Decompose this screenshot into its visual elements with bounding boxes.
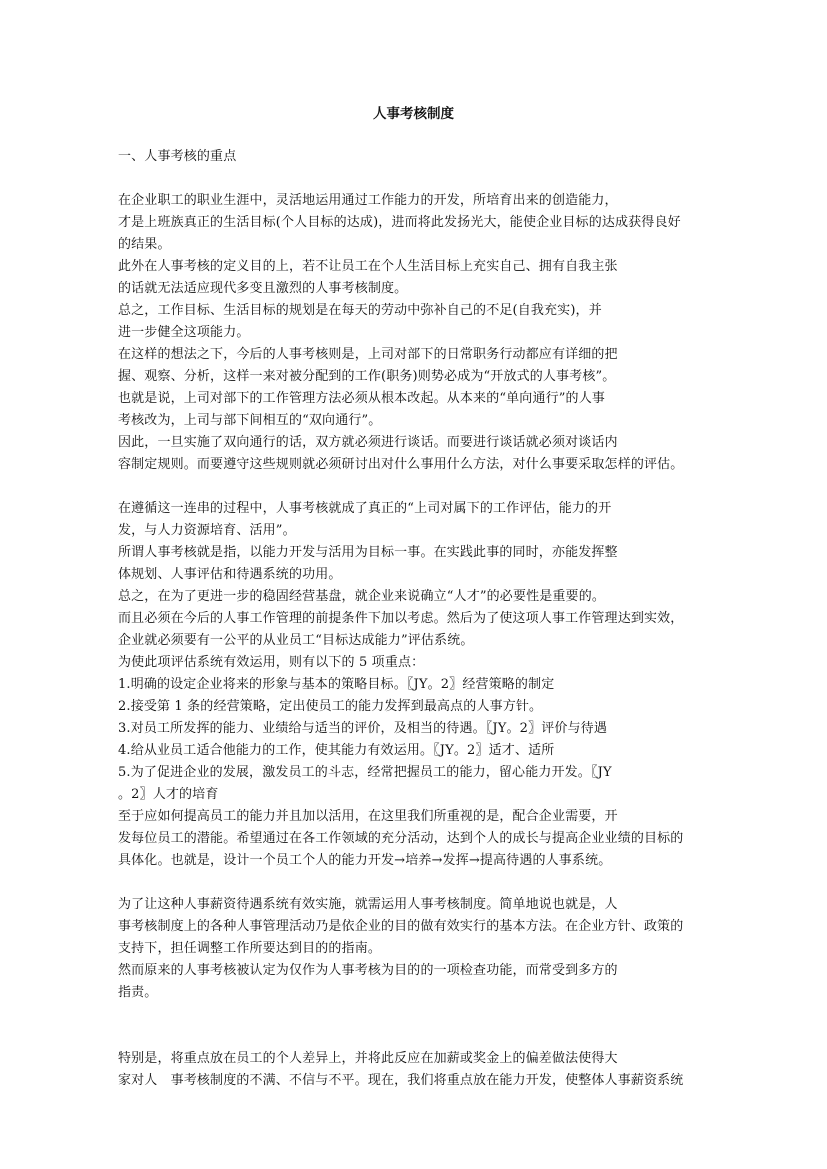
paragraph-line: 在这样的想法之下，今后的人事考核则是，上司对部下的日常职务行动都应有详细的把 (118, 347, 618, 362)
paragraph-line: 在企业职工的职业生涯中，灵活地运用通过工作能力的开发，所培育出来的创造能力， (118, 193, 618, 208)
paragraph-line: 1.明确的设定企业将来的形象与基本的策略目标。〖JY。2〗经营策略的制定 (118, 677, 555, 692)
paragraph-line: 发，与人力资源培育、活用”。 (118, 523, 296, 538)
paragraph-line: 具体化。也就是，设计一个员工个人的能力开发→培养→发挥→提高待遇的人事系统。 (118, 853, 612, 868)
paragraph-line: 然而原来的人事考核被认定为仅作为人事考核为目的的一项检查功能，而常受到多方的 (118, 963, 618, 978)
paragraph-line: 3.对员工所发挥的能力、业绩给与适当的评价，及相当的待遇。〖JY。2〗评价与待遇 (118, 721, 607, 736)
paragraph-line: 为了让这种人事薪资待遇系统有效实施，就需运用人事考核制度。简单地说也就是，人 (118, 897, 618, 912)
paragraph-line: 进一步健全这项能力。 (118, 325, 250, 340)
paragraph-line: 企业就必须要有一公平的从业员工“目标达成能力”评估系统。 (118, 633, 474, 648)
document-body (118, 146, 758, 1092)
paragraph-line: 总之，在为了更进一步的稳固经营基盘，就企业来说确立“人才”的必要性是重要的。 (118, 589, 605, 604)
paragraph-line: 的话就无法适应现代多变且激烈的人事考核制度。 (118, 281, 408, 296)
paragraph-line: 握、观察、分析，这样一来对被分配到的工作(职务)则势必成为“开放式的人事考核”。 (118, 369, 616, 384)
paragraph-line: 才是上班族真正的生活目标(个人目标的达成)，进而将此发扬光大，能使企业目标的达成获得良好 (118, 215, 681, 230)
paragraph-line: 家对人 事考核制度的不满、不信与不平。现在，我们将重点放在能力开发，使整体人事薪资系统 (118, 1073, 684, 1088)
paragraph-line: 支持下，担任调整工作所要达到目的的指南。 (118, 941, 382, 956)
document-title: 人事考核制度 (373, 106, 454, 122)
paragraph-line: 此外在人事考核的定义目的上，若不让员工在个人生活目标上充实自己、拥有自我主张 (118, 259, 618, 274)
blank-line (118, 168, 758, 190)
paragraph-line: 所谓人事考核就是指，以能力开发与活用为目标一事。在实践此事的同时，亦能发挥整 (118, 545, 618, 560)
paragraph-line: 。2〗人才的培育 (118, 787, 219, 802)
paragraph-line: 容制定规则。而要遵守这些规则就必须研讨出对什么事用什么方法，对什么事要采取怎样的评估。 (118, 457, 684, 472)
paragraph-line: 总之，工作目标、生活目标的规划是在每天的劳动中弥补自己的不足(自我充实)，并 (118, 303, 602, 318)
paragraph-line: 2.接受第 1 条的经营策略，定出使员工的能力发挥到最高点的人事方针。 (118, 699, 543, 714)
paragraph-line: 而且必须在今后的人事工作管理的前提条件下加以考虑。然后为了使这项人事工作管理达到实效， (118, 611, 684, 626)
paragraph-line: 指责。 (118, 985, 158, 1000)
blank-line (118, 476, 758, 498)
paragraph-line: 也就是说，上司对部下的工作管理方法必须从根本改起。从本来的“单向通行”的人事 (118, 391, 605, 406)
blank-line (118, 1026, 758, 1048)
paragraph-line: 在遵循这一连串的过程中，人事考核就成了真正的“上司对属下的工作评估，能力的开 (118, 501, 612, 516)
paragraph-line: 发每位员工的潜能。希望通过在各工作领域的充分活动，达到个人的成长与提高企业业绩的目标的 (118, 831, 684, 846)
paragraph-line: 为使此项评估系统有效运用，则有以下的 5 项重点： (118, 655, 425, 670)
paragraph-line: 特别是，将重点放在员工的个人差异上，并将此反应在加薪或奖金上的偏差做法使得大 (118, 1051, 618, 1066)
paragraph-line: 至于应如何提高员工的能力并且加以活用，在这里我们所重视的是，配合企业需要，开 (118, 809, 618, 824)
paragraph-line: 事考核制度上的各种人事管理活动乃是依企业的目的做有效实行的基本方法。在企业方针、政策的 (118, 919, 684, 934)
section-heading: 一、人事考核的重点 (118, 149, 237, 164)
paragraph-line: 5.为了促进企业的发展，激发员工的斗志，经常把握员工的能力，留心能力开发。〖JY (118, 765, 612, 780)
paragraph-line: 体规划、人事评估和待遇系统的功用。 (118, 567, 342, 582)
paragraph-line: 的结果。 (118, 237, 171, 252)
blank-line (118, 872, 758, 894)
blank-line (118, 1004, 758, 1026)
paragraph-line: 4.给从业员工适合他能力的工作，使其能力有效运用。〖JY。2〗适才、适所 (118, 743, 555, 758)
paragraph-line: 因此，一旦实施了双向通行的话，双方就必须进行谈话。而要进行谈话就必须对谈话内 (118, 435, 618, 450)
paragraph-line: 考核改为，上司与部下间相互的“双向通行”。 (118, 413, 382, 428)
